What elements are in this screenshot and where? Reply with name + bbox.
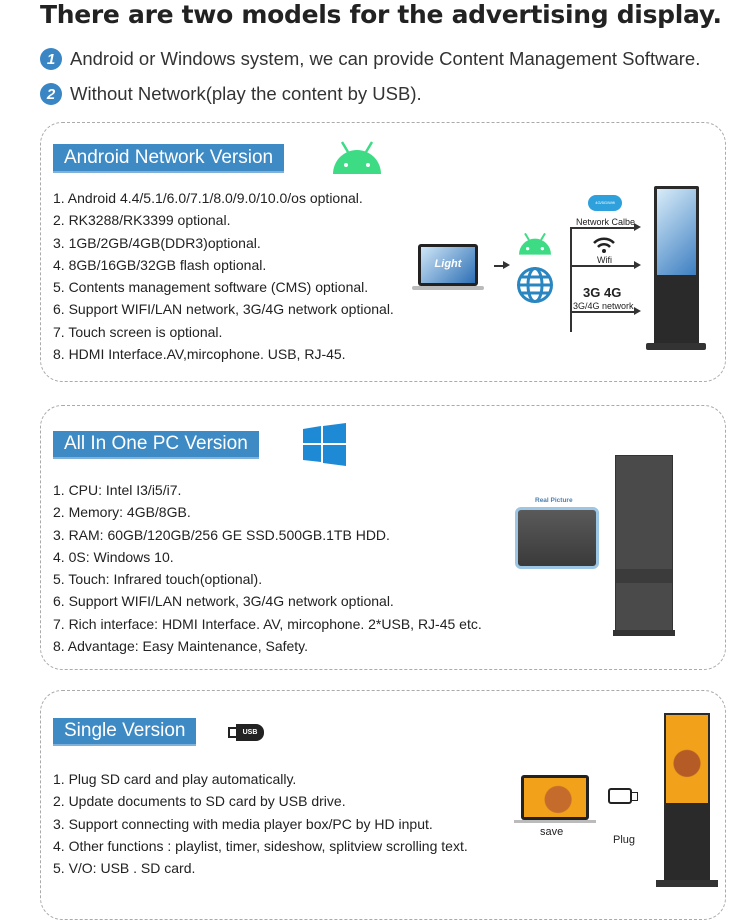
usb-drive-icon <box>608 788 632 804</box>
pc-version-label: All In One PC Version <box>53 431 259 459</box>
spec-item: 7. Rich interface: HDMI Interface. AV, mircophone. 2*USB, RJ-45 etc. <box>53 615 482 632</box>
intro-text: Android or Windows system, we can provide Content Management Software. <box>70 48 701 69</box>
4g-text: 4G <box>603 285 622 300</box>
real-picture-label: Real Picture <box>535 497 573 504</box>
usb-icon-text: USB <box>236 724 264 741</box>
android-icon <box>330 140 384 176</box>
laptop-base <box>514 820 596 823</box>
spec-item: 3. Support connecting with media player box/PC by HD input. <box>53 815 433 832</box>
3g-4g-icon <box>583 285 621 300</box>
spec-item: 3. RAM: 60GB/120GB/256 GE SSD.500GB.1TB HDD. <box>53 526 390 543</box>
laptop-image <box>521 775 589 820</box>
kiosk-base <box>646 343 706 350</box>
windows-icon <box>303 423 346 466</box>
spec-item: 8. Advantage: Easy Maintenance, Safety. <box>53 638 309 655</box>
laptop-base <box>412 286 484 290</box>
arrow-icon <box>570 227 635 229</box>
kiosk-base <box>656 880 718 887</box>
spec-item: 5. V/O: USB . SD card. <box>53 860 196 877</box>
plug-label: Plug <box>613 834 636 846</box>
single-spec-list <box>53 768 468 879</box>
arrow-icon <box>494 265 504 267</box>
3g-text: 3G <box>583 285 601 300</box>
connector-line <box>570 227 572 332</box>
laptop-image <box>418 244 478 286</box>
intro-item-2 <box>40 83 422 105</box>
spec-item: 6. Support WIFI/LAN network, 3G/4G network optional. <box>53 593 394 610</box>
wifi-label: Wifi <box>597 255 612 265</box>
spec-item: 8. HDMI Interface.AV,mircophone. USB, RJ-45. <box>53 346 346 363</box>
spec-item: 3. 1GB/2GB/4GB(DDR3)optional. <box>53 234 261 251</box>
wifi-icon <box>592 236 616 254</box>
page-title: There are two models for the advertising display. <box>40 0 722 29</box>
spec-item: 5. Touch: Infrared touch(optional). <box>53 571 263 588</box>
arrow-icon <box>570 311 635 313</box>
laptop-screen-text: Light <box>421 247 475 283</box>
number-badge: 2 <box>40 83 62 105</box>
android-version-label: Android Network Version <box>53 144 284 173</box>
kiosk-pc-image <box>615 455 673 632</box>
spec-item: 2. RK3288/RK3399 optional. <box>53 212 231 229</box>
spec-item: 7. Touch screen is optional. <box>53 323 223 340</box>
network-cable-label: Network Calbe <box>576 217 636 227</box>
usb-icon <box>228 724 264 741</box>
spec-item: 4. 8GB/16GB/32GB flash optional. <box>53 256 267 273</box>
spec-item: 1. CPU: Intel I3/i5/i7. <box>53 482 182 498</box>
android-spec-list <box>53 187 394 365</box>
spec-item: 4. 0S: Windows 10. <box>53 548 174 565</box>
pc-spec-list <box>53 479 482 657</box>
spec-item: 5. Contents management software (CMS) optional. <box>53 279 369 296</box>
kiosk-single-image <box>664 713 710 883</box>
globe-icon <box>516 266 554 304</box>
kiosk-base <box>613 630 675 636</box>
spec-item: 6. Support WIFI/LAN network, 3G/4G network optional. <box>53 301 394 318</box>
spec-item: 2. Update documents to SD card by USB drive. <box>53 793 346 810</box>
spec-item: 2. Memory: 4GB/8GB. <box>53 504 191 521</box>
number-badge: 1 <box>40 48 62 70</box>
spec-item: 4. Other functions : playlist, timer, sideshow, splitview scrolling text. <box>53 837 468 854</box>
save-label: save <box>540 826 564 838</box>
spec-item: 1. Android 4.4/5.1/6.0/7.1/8.0/9.0/10.0/os optional. <box>53 190 363 206</box>
android-icon <box>517 232 553 256</box>
arrow-icon <box>570 265 635 267</box>
3g4g-network-label: 3G/4G network <box>573 301 634 311</box>
intro-text: Without Network(play the content by USB). <box>70 83 422 104</box>
real-picture-image <box>515 507 599 569</box>
cloud-icon: 4G/5G/Wifi <box>588 195 622 211</box>
kiosk-display-image <box>654 186 699 346</box>
single-version-label: Single Version <box>53 718 196 746</box>
intro-item-1 <box>40 48 700 70</box>
spec-item: 1. Plug SD card and play automatically. <box>53 771 297 787</box>
